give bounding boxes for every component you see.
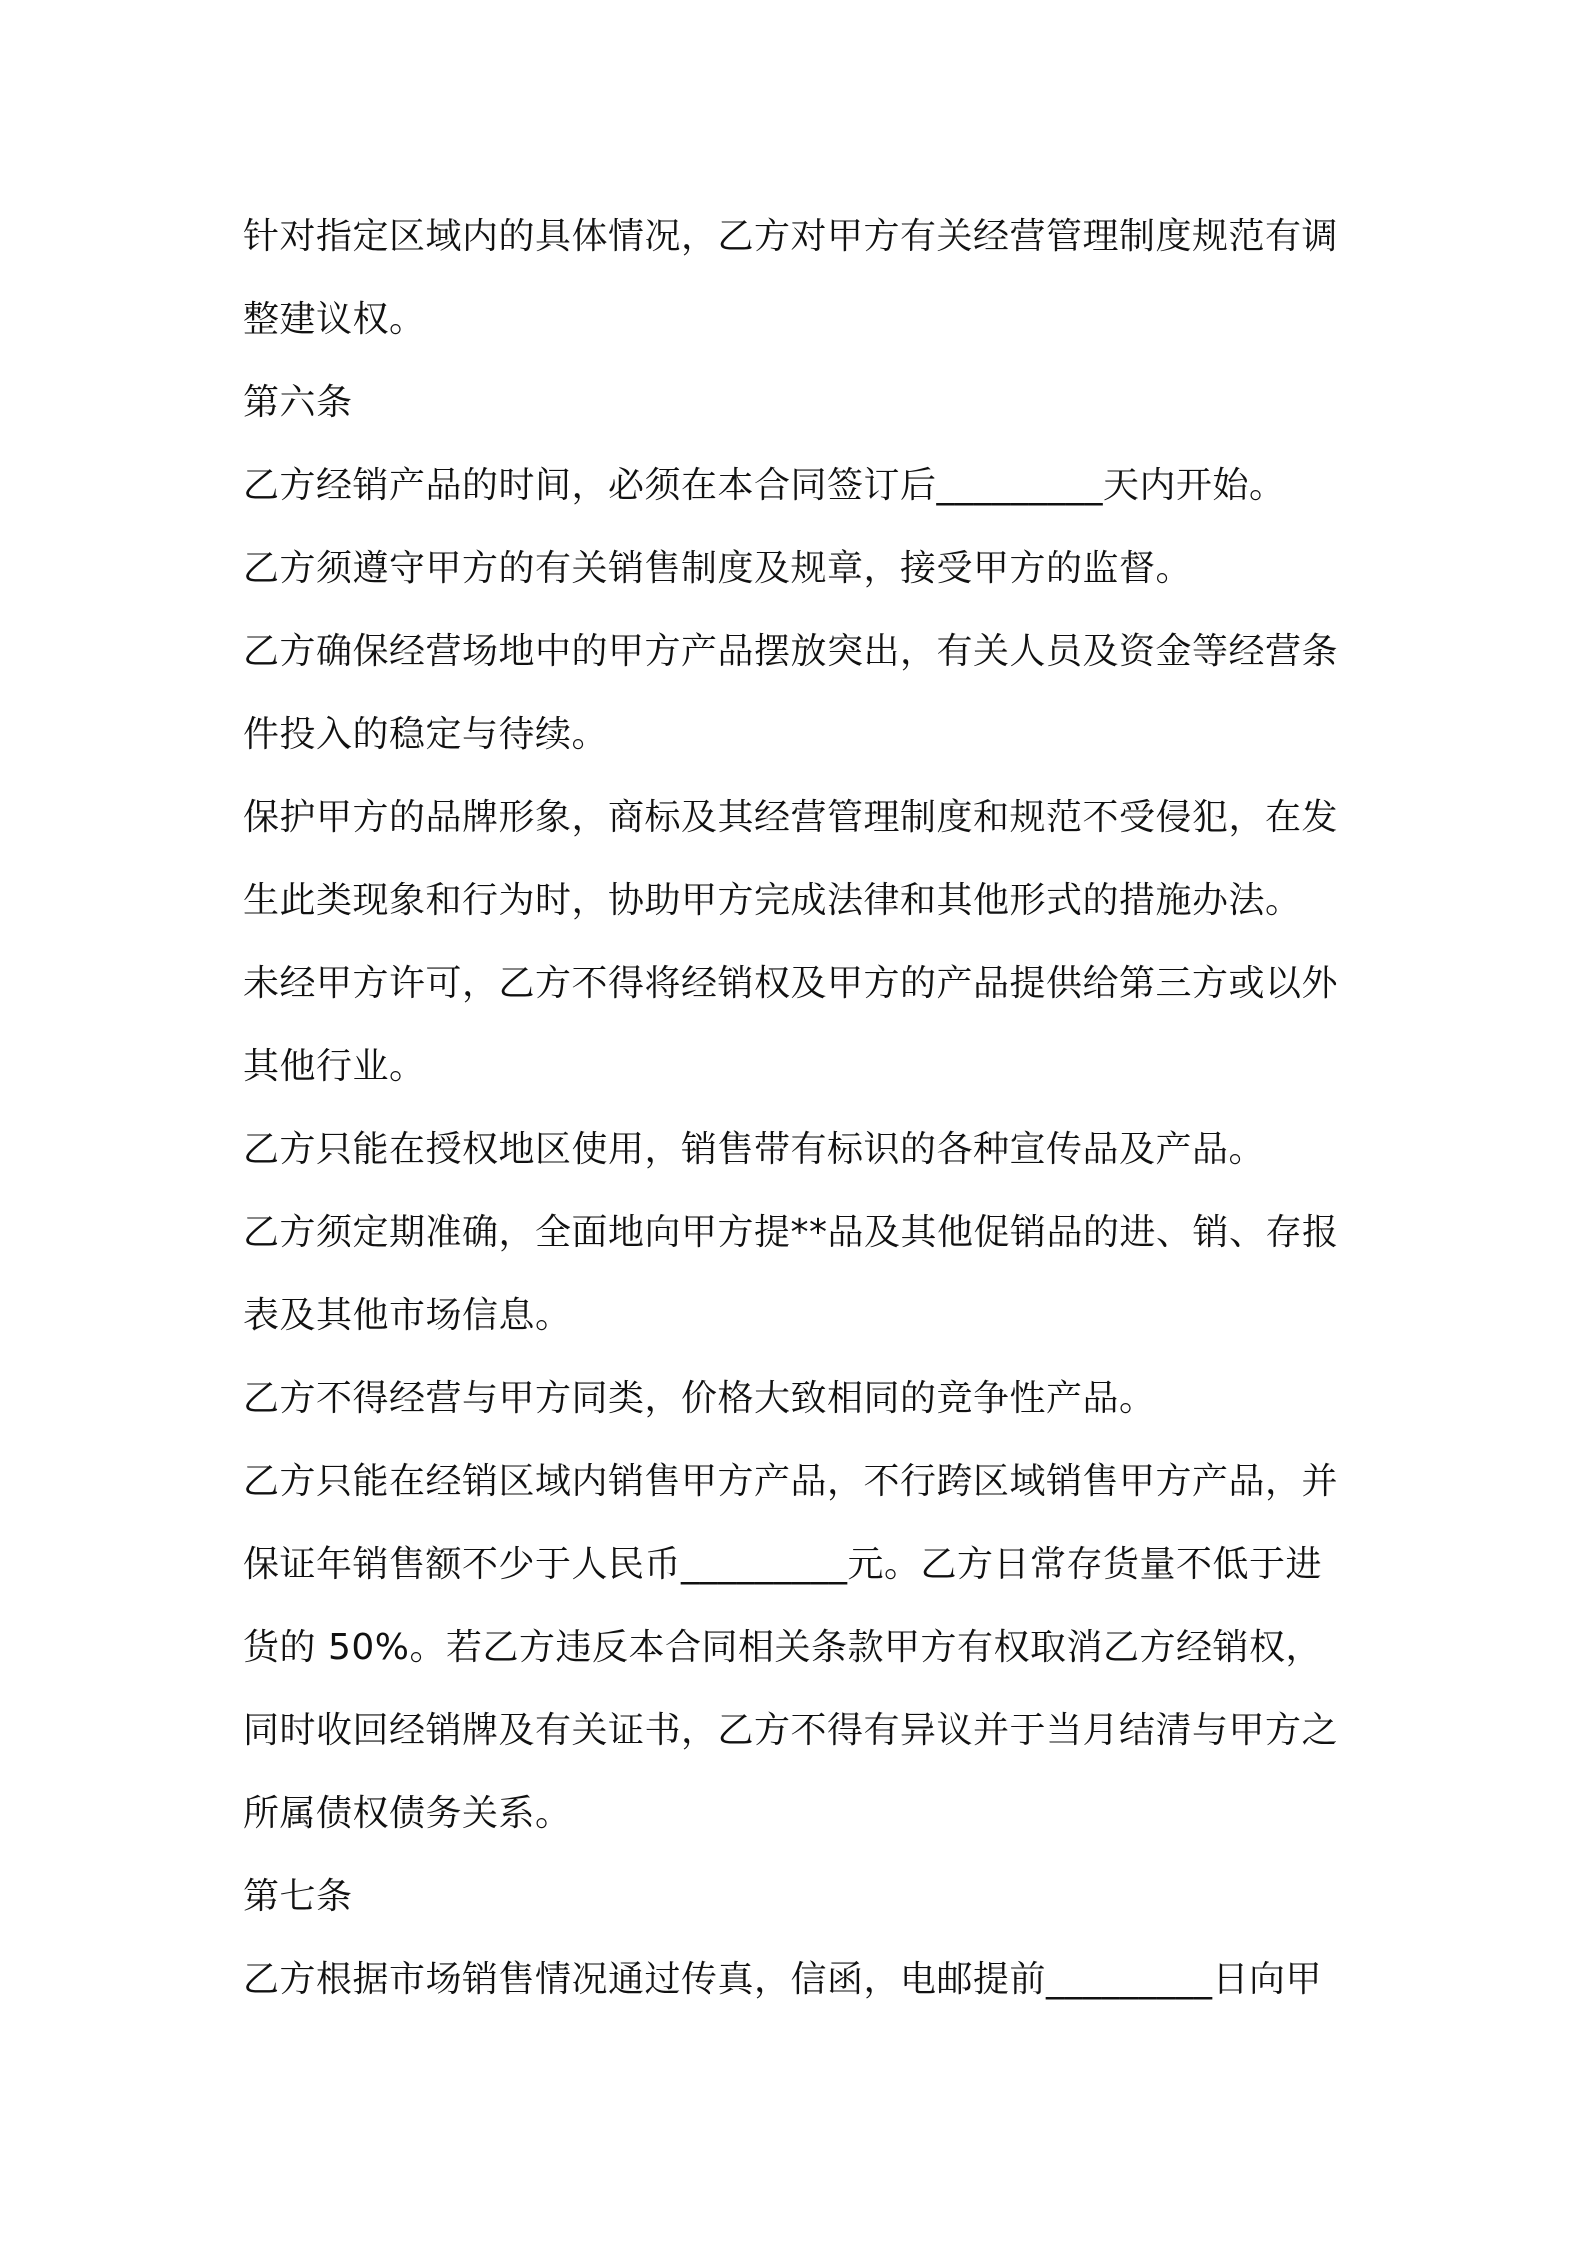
text-line: 生此类现象和行为时，协助甲方完成法律和其他形式的措施办法。 (243, 880, 1302, 921)
article-heading: 第六条 (243, 382, 353, 423)
text-line: 乙方只能在经销区域内销售甲方产品，不行跨区域销售甲方产品，并 (243, 1461, 1339, 1502)
text-line: 其他行业。 (243, 1046, 426, 1087)
text-line: 表及其他市场信息。 (243, 1295, 572, 1336)
text-line: 未经甲方许可，乙方不得将经销权及甲方的产品提供给第三方或以外 (243, 963, 1339, 1004)
text-line: 保护甲方的品牌形象，商标及其经营管理制度和规范不受侵犯，在发 (243, 797, 1339, 838)
text-line: 乙方须遵守甲方的有关销售制度及规章，接受甲方的监督。 (243, 548, 1193, 589)
text-line: 乙方须定期准确，全面地向甲方提**品及其他促销品的进、销、存报 (243, 1212, 1339, 1253)
text-line: 所属债权债务关系。 (243, 1793, 572, 1834)
text-line: 整建议权。 (243, 299, 426, 340)
text-line: 货的 50%。若乙方违反本合同相关条款甲方有权取消乙方经销权， (243, 1627, 1322, 1668)
text-line: 针对指定区域内的具体情况，乙方对甲方有关经营管理制度规范有调 (243, 216, 1339, 257)
text-line: 乙方经销产品的时间，必须在本合同签订后_________天内开始。 (243, 465, 1286, 506)
text-line: 乙方不得经营与甲方同类，价格大致相同的竞争性产品。 (243, 1378, 1156, 1419)
text-line: 同时收回经销牌及有关证书，乙方不得有异议并于当月结清与甲方之 (243, 1710, 1339, 1751)
text-line: 乙方只能在授权地区使用，销售带有标识的各种宣传品及产品。 (243, 1129, 1266, 1170)
text-line: 乙方确保经营场地中的甲方产品摆放突出，有关人员及资金等经营条 (243, 631, 1339, 672)
text-line: 保证年销售额不少于人民币_________元。乙方日常存货量不低于进 (243, 1544, 1323, 1585)
article-heading: 第七条 (243, 1876, 353, 1917)
text-line: 乙方根据市场销售情况通过传真，信函，电邮提前_________日向甲 (243, 1959, 1323, 2000)
text-line: 件投入的稳定与待续。 (243, 714, 609, 755)
contract-text (243, 195, 1363, 2021)
